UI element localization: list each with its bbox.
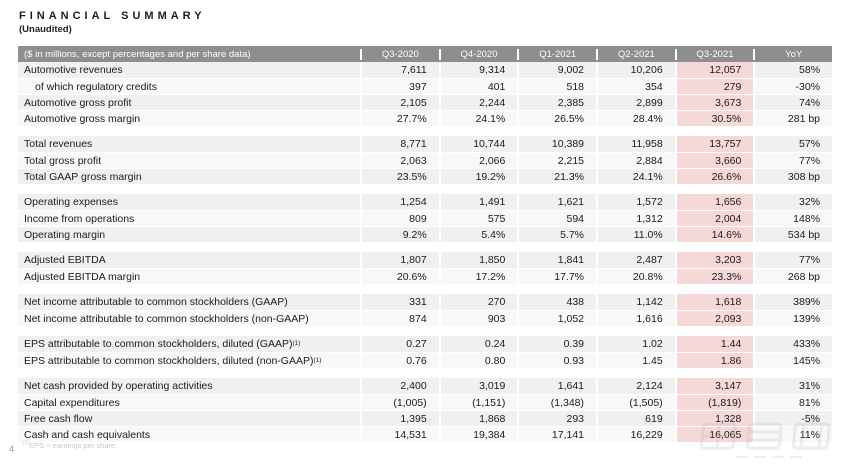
cell-q2-2021: 2,899: [596, 95, 675, 110]
cell-q1-2021: 1,641: [517, 378, 596, 394]
cell-q4-2020: 9,314: [439, 62, 518, 78]
cell-q2-2021: 1,572: [596, 194, 675, 210]
cell-q4-2020: 2,066: [439, 153, 518, 168]
page-number: 4: [9, 444, 15, 455]
cell-q4-2020: 17.2%: [439, 269, 518, 284]
row-label: Automotive revenues: [18, 62, 360, 78]
cell-q1-2021: 2,385: [517, 95, 596, 110]
table-row: [18, 310, 832, 326]
column-header-q4-2020: Q4-2020: [439, 49, 518, 60]
cell-q4-2020: 3,019: [439, 378, 518, 394]
column-header-q3-2021: Q3-2021: [675, 49, 754, 60]
cell-q3-2020: 27.7%: [360, 111, 439, 126]
row-label: Income from operations: [18, 211, 360, 226]
cell-q4-2020: 575: [439, 211, 518, 226]
cell-q2-2021: 619: [596, 411, 675, 426]
table-section: [18, 294, 832, 326]
cell-q2-2021: 1.45: [596, 353, 675, 368]
table-row: [18, 252, 832, 268]
cell-q1-2021: (1,348): [517, 395, 596, 410]
financial-summary-table: [18, 46, 832, 442]
cell-q3-2021: 1,656: [675, 194, 754, 210]
table-row: [18, 378, 832, 394]
cell-q3-2021: 3,203: [675, 252, 754, 268]
cell-q4-2020: (1,151): [439, 395, 518, 410]
cell-q2-2021: 20.8%: [596, 269, 675, 284]
column-header-q2-2021: Q2-2021: [596, 49, 675, 60]
cell-q2-2021: 2,487: [596, 252, 675, 268]
cell-yoy: 77%: [753, 153, 832, 168]
table-section: [18, 336, 832, 368]
cell-q2-2021: 28.4%: [596, 111, 675, 126]
cell-q3-2020: 397: [360, 79, 439, 94]
footnote-text: EPS = earnings per share.: [29, 441, 118, 450]
table-header-row: [18, 46, 832, 62]
cell-q4-2020: 270: [439, 294, 518, 310]
cell-q2-2021: 2,124: [596, 378, 675, 394]
cell-q2-2021: 16,229: [596, 427, 675, 442]
cell-q3-2021: 1,328: [675, 411, 754, 426]
cell-q1-2021: 438: [517, 294, 596, 310]
table-row: [18, 394, 832, 410]
table-row: [18, 226, 832, 242]
cell-q1-2021: 5.7%: [517, 227, 596, 242]
cell-q4-2020: 5.4%: [439, 227, 518, 242]
table-row: [18, 152, 832, 168]
table-section: [18, 62, 832, 126]
row-label: Net income attributable to common stockholders (non-GAAP): [18, 311, 360, 326]
cell-q3-2020: (1,005): [360, 395, 439, 410]
cell-yoy: -30%: [753, 79, 832, 94]
cell-q1-2021: 0.39: [517, 336, 596, 352]
row-label: EPS attributable to common stockholders, diluted (GAAP) (1): [18, 336, 360, 352]
cell-yoy: 139%: [753, 311, 832, 326]
table-row: [18, 410, 832, 426]
cell-q3-2021: 3,673: [675, 95, 754, 110]
cell-q3-2020: 331: [360, 294, 439, 310]
footnote: [23, 441, 117, 450]
cell-q1-2021: 594: [517, 211, 596, 226]
row-label: Net cash provided by operating activities: [18, 378, 360, 394]
cell-q4-2020: 0.80: [439, 353, 518, 368]
cell-q3-2021: 23.3%: [675, 269, 754, 284]
table-row: [18, 352, 832, 368]
table-section: [18, 378, 832, 442]
cell-q3-2020: 1,254: [360, 194, 439, 210]
page-subtitle: (Unaudited): [19, 24, 72, 35]
cell-yoy: 32%: [753, 194, 832, 210]
column-header-yoy: YoY: [753, 49, 832, 60]
cell-q3-2020: 0.76: [360, 353, 439, 368]
cell-q4-2020: 24.1%: [439, 111, 518, 126]
cell-q1-2021: 293: [517, 411, 596, 426]
table-body: [18, 62, 832, 442]
table-header-label: ($ in millions, except percentages and per share data): [24, 48, 251, 60]
cell-yoy: 281 bp: [753, 111, 832, 126]
cell-q4-2020: 10,744: [439, 136, 518, 152]
cell-q3-2021: (1,819): [675, 395, 754, 410]
row-label: Automotive gross margin: [18, 111, 360, 126]
row-label: Adjusted EBITDA: [18, 252, 360, 268]
cell-q1-2021: 0.93: [517, 353, 596, 368]
cell-q4-2020: 2,244: [439, 95, 518, 110]
cell-q1-2021: 518: [517, 79, 596, 94]
cell-q3-2021: 30.5%: [675, 111, 754, 126]
cell-q3-2021: 1.86: [675, 353, 754, 368]
cell-yoy: 77%: [753, 252, 832, 268]
cell-q1-2021: 1,841: [517, 252, 596, 268]
row-label: Cash and cash equivalents: [18, 427, 360, 442]
table-row: [18, 294, 832, 310]
cell-yoy: 148%: [753, 211, 832, 226]
row-label: Adjusted EBITDA margin: [18, 269, 360, 284]
cell-yoy: 308 bp: [753, 169, 832, 184]
cell-q3-2021: 16,065: [675, 427, 754, 442]
table-section: [18, 252, 832, 284]
cell-q3-2020: 0.27: [360, 336, 439, 352]
cell-yoy: 389%: [753, 294, 832, 310]
cell-q1-2021: 1,621: [517, 194, 596, 210]
cell-q1-2021: 2,215: [517, 153, 596, 168]
cell-q3-2020: 1,395: [360, 411, 439, 426]
cell-yoy: 81%: [753, 395, 832, 410]
cell-yoy: 74%: [753, 95, 832, 110]
table-row: [18, 426, 832, 442]
cell-q1-2021: 21.3%: [517, 169, 596, 184]
cell-q2-2021: 11,958: [596, 136, 675, 152]
cell-q2-2021: 11.0%: [596, 227, 675, 242]
row-label: Capital expenditures: [18, 395, 360, 410]
cell-q2-2021: 1,142: [596, 294, 675, 310]
row-label: Automotive gross profit: [18, 95, 360, 110]
cell-q3-2021: 3,660: [675, 153, 754, 168]
cell-q2-2021: 24.1%: [596, 169, 675, 184]
footnote-superscript: (1): [23, 440, 30, 447]
cell-q3-2021: 14.6%: [675, 227, 754, 242]
cell-q1-2021: 17,141: [517, 427, 596, 442]
cell-q1-2021: 17.7%: [517, 269, 596, 284]
cell-q1-2021: 26.5%: [517, 111, 596, 126]
cell-q2-2021: 2,884: [596, 153, 675, 168]
cell-q2-2021: 1,312: [596, 211, 675, 226]
cell-q1-2021: 1,052: [517, 311, 596, 326]
cell-yoy: 58%: [753, 62, 832, 78]
table-section: [18, 136, 832, 184]
table-section: [18, 194, 832, 242]
cell-q3-2020: 809: [360, 211, 439, 226]
page-title: FINANCIAL SUMMARY: [19, 10, 206, 22]
row-label: of which regulatory credits: [18, 79, 360, 94]
table-row: [18, 62, 832, 78]
cell-q4-2020: 19,384: [439, 427, 518, 442]
cell-q1-2021: 10,389: [517, 136, 596, 152]
cell-q4-2020: 1,868: [439, 411, 518, 426]
cell-q3-2020: 2,400: [360, 378, 439, 394]
cell-q2-2021: 10,206: [596, 62, 675, 78]
row-label: Operating expenses: [18, 194, 360, 210]
row-label: Net income attributable to common stockholders (GAAP): [18, 294, 360, 310]
cell-q3-2021: 279: [675, 79, 754, 94]
table-row: [18, 110, 832, 126]
cell-q3-2020: 23.5%: [360, 169, 439, 184]
cell-q2-2021: 354: [596, 79, 675, 94]
cell-yoy: 11%: [753, 427, 832, 442]
column-header-q3-2020: Q3-2020: [360, 49, 439, 60]
cell-q4-2020: 1,850: [439, 252, 518, 268]
cell-q1-2021: 9,002: [517, 62, 596, 78]
cell-q3-2021: 12,057: [675, 62, 754, 78]
cell-q3-2021: 2,004: [675, 211, 754, 226]
table-row: [18, 336, 832, 352]
cell-q3-2021: 13,757: [675, 136, 754, 152]
table-row: [18, 194, 832, 210]
table-row: [18, 210, 832, 226]
cell-yoy: 31%: [753, 378, 832, 394]
row-label: Total revenues: [18, 136, 360, 152]
row-label: EPS attributable to common stockholders, diluted (non-GAAP) (1): [18, 353, 360, 368]
cell-q4-2020: 19.2%: [439, 169, 518, 184]
cell-q3-2020: 8,771: [360, 136, 439, 152]
cell-q4-2020: 903: [439, 311, 518, 326]
cell-q3-2021: 1.44: [675, 336, 754, 352]
cell-q3-2021: 1,618: [675, 294, 754, 310]
table-row: [18, 168, 832, 184]
cell-q4-2020: 401: [439, 79, 518, 94]
cell-yoy: 57%: [753, 136, 832, 152]
cell-q3-2021: 3,147: [675, 378, 754, 394]
table-row: [18, 94, 832, 110]
cell-q3-2021: 2,093: [675, 311, 754, 326]
row-label: Operating margin: [18, 227, 360, 242]
cell-yoy: -5%: [753, 411, 832, 426]
cell-q3-2020: 7,611: [360, 62, 439, 78]
cell-q2-2021: (1,505): [596, 395, 675, 410]
cell-q3-2020: 2,105: [360, 95, 439, 110]
cell-q4-2020: 0.24: [439, 336, 518, 352]
cell-q3-2020: 9.2%: [360, 227, 439, 242]
cell-q2-2021: 1,616: [596, 311, 675, 326]
cell-q2-2021: 1.02: [596, 336, 675, 352]
cell-yoy: 534 bp: [753, 227, 832, 242]
cell-q3-2020: 874: [360, 311, 439, 326]
cell-q4-2020: 1,491: [439, 194, 518, 210]
cell-q3-2020: 1,807: [360, 252, 439, 268]
column-header-q1-2021: Q1-2021: [517, 49, 596, 60]
table-row: [18, 78, 832, 94]
row-label: Total GAAP gross margin: [18, 169, 360, 184]
cell-yoy: 268 bp: [753, 269, 832, 284]
cell-q3-2021: 26.6%: [675, 169, 754, 184]
table-row: [18, 136, 832, 152]
cell-q3-2020: 2,063: [360, 153, 439, 168]
cell-yoy: 433%: [753, 336, 832, 352]
cell-yoy: 145%: [753, 353, 832, 368]
cell-q3-2020: 20.6%: [360, 269, 439, 284]
row-label: Free cash flow: [18, 411, 360, 426]
row-label: Total gross profit: [18, 153, 360, 168]
table-row: [18, 268, 832, 284]
cell-q3-2020: 14,531: [360, 427, 439, 442]
